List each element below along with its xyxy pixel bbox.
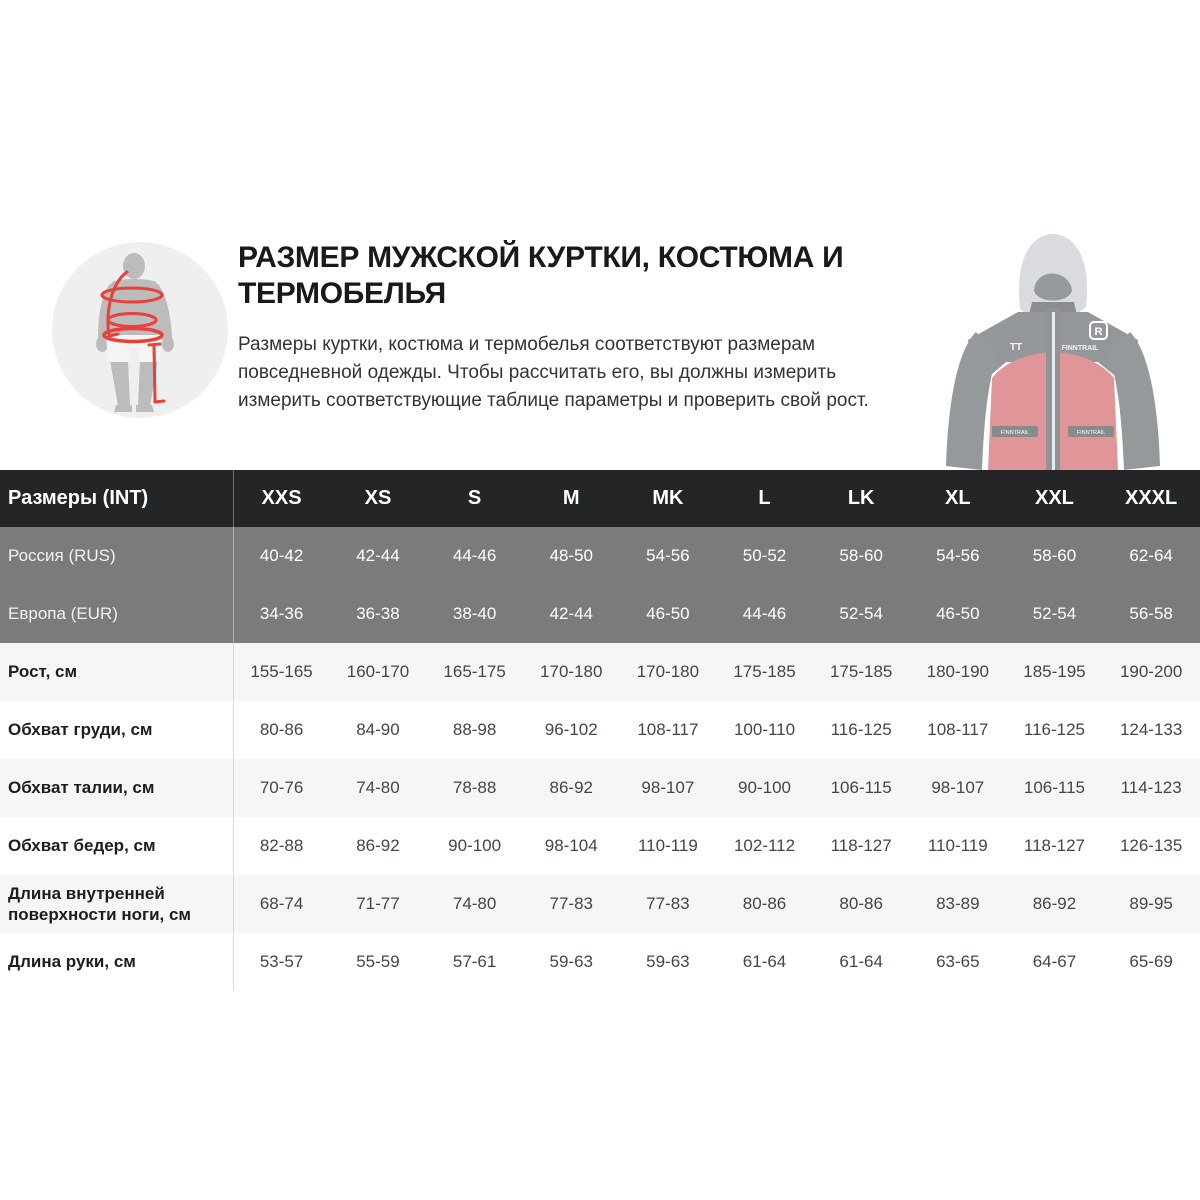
size-col-header: XXL: [1006, 470, 1103, 527]
size-value: 175-185: [716, 643, 813, 701]
size-value: 185-195: [1006, 643, 1103, 701]
size-value: 48-50: [523, 527, 620, 585]
size-value: 160-170: [330, 643, 427, 701]
intro-section: [0, 0, 1200, 470]
chest-brand-text: FINNTRAIL: [1061, 345, 1099, 352]
header-row: [0, 470, 1200, 527]
size-col-header: LK: [813, 470, 910, 527]
size-table: [0, 470, 1200, 991]
row-label: Рост, см: [0, 643, 233, 701]
size-value: 82-88: [233, 817, 330, 875]
size-value: 180-190: [909, 643, 1006, 701]
size-value: 108-117: [620, 701, 717, 759]
table-row: [0, 701, 1200, 759]
size-value: 80-86: [813, 875, 910, 933]
size-value: 90-100: [716, 759, 813, 817]
intro-text-block: [238, 240, 938, 415]
row-label: Длина внутренней поверхности ноги, см: [0, 875, 233, 933]
size-value: 55-59: [330, 933, 427, 991]
size-value: 34-36: [233, 585, 330, 643]
size-value: 64-67: [1006, 933, 1103, 991]
size-value: 59-63: [523, 933, 620, 991]
size-value: 118-127: [1006, 817, 1103, 875]
size-value: 98-104: [523, 817, 620, 875]
size-value: 38-40: [426, 585, 523, 643]
size-value: 58-60: [813, 527, 910, 585]
size-col-header: XXS: [233, 470, 330, 527]
size-value: 84-90: [330, 701, 427, 759]
size-value: 114-123: [1103, 759, 1200, 817]
size-value: 65-69: [1103, 933, 1200, 991]
size-value: 42-44: [523, 585, 620, 643]
size-value: 61-64: [716, 933, 813, 991]
size-value: 74-80: [426, 875, 523, 933]
size-value: 116-125: [1006, 701, 1103, 759]
size-value: 98-107: [909, 759, 1006, 817]
jacket-graphic: [940, 228, 1170, 470]
strap-brand-text: FINNTRAIL: [1000, 430, 1030, 436]
size-value: 118-127: [813, 817, 910, 875]
size-value: 62-64: [1103, 527, 1200, 585]
size-table-header: [0, 470, 1200, 527]
size-value: 86-92: [1006, 875, 1103, 933]
size-value: 52-54: [813, 585, 910, 643]
jacket-image: [940, 228, 1170, 470]
size-value: 77-83: [523, 875, 620, 933]
size-value: 59-63: [620, 933, 717, 991]
size-value: 58-60: [1006, 527, 1103, 585]
size-value: 63-65: [909, 933, 1006, 991]
size-value: 56-58: [1103, 585, 1200, 643]
size-value: 106-115: [1006, 759, 1103, 817]
size-value: 80-86: [233, 701, 330, 759]
size-value: 155-165: [233, 643, 330, 701]
size-col-header: L: [716, 470, 813, 527]
tt-chest-logo: TT: [1009, 342, 1023, 353]
size-table-body: [0, 527, 1200, 991]
size-value: 106-115: [813, 759, 910, 817]
table-row: [0, 527, 1200, 585]
size-value: 190-200: [1103, 643, 1200, 701]
size-col-header: XXXL: [1103, 470, 1200, 527]
size-value: 100-110: [716, 701, 813, 759]
row-label: Обхват бедер, см: [0, 817, 233, 875]
size-value: 98-107: [620, 759, 717, 817]
size-value: 86-92: [523, 759, 620, 817]
table-row: [0, 759, 1200, 817]
size-value: 40-42: [233, 527, 330, 585]
size-value: 46-50: [620, 585, 717, 643]
size-col-header: S: [426, 470, 523, 527]
size-value: 116-125: [813, 701, 910, 759]
table-row: [0, 933, 1200, 991]
corner-label: Размеры (INT): [0, 470, 233, 527]
section-description: Размеры куртки, костюма и термобелья соответствуют размерам повседневной одежды. Чтобы рассчитать его, вы должны измерить измерить соответствующие таблице параметры и проверить свой рост.: [238, 334, 869, 412]
size-value: 50-52: [716, 527, 813, 585]
size-value: 170-180: [523, 643, 620, 701]
size-value: 124-133: [1103, 701, 1200, 759]
size-value: 88-98: [426, 701, 523, 759]
size-value: 52-54: [1006, 585, 1103, 643]
size-value: 110-119: [620, 817, 717, 875]
r-logo: R: [1094, 326, 1103, 338]
size-value: 89-95: [1103, 875, 1200, 933]
row-label: Длина руки, см: [0, 933, 233, 991]
size-value: 36-38: [330, 585, 427, 643]
size-col-header: MK: [620, 470, 717, 527]
row-label: Обхват талии, см: [0, 759, 233, 817]
table-row: [0, 817, 1200, 875]
size-value: 83-89: [909, 875, 1006, 933]
body-measurement-icon: [52, 242, 228, 418]
row-label: Обхват груди, см: [0, 701, 233, 759]
size-value: 57-61: [426, 933, 523, 991]
row-label: Европа (EUR): [0, 585, 233, 643]
table-row: [0, 643, 1200, 701]
strap-brand-text: FINNTRAIL: [1076, 430, 1106, 436]
size-value: 165-175: [426, 643, 523, 701]
size-value: 42-44: [330, 527, 427, 585]
size-value: 175-185: [813, 643, 910, 701]
size-value: 46-50: [909, 585, 1006, 643]
size-col-header: M: [523, 470, 620, 527]
size-value: 170-180: [620, 643, 717, 701]
size-value: 86-92: [330, 817, 427, 875]
size-value: 126-135: [1103, 817, 1200, 875]
size-value: 110-119: [909, 817, 1006, 875]
size-value: 68-74: [233, 875, 330, 933]
size-value: 96-102: [523, 701, 620, 759]
table-row: [0, 585, 1200, 643]
size-value: 90-100: [426, 817, 523, 875]
size-value: 108-117: [909, 701, 1006, 759]
table-row: [0, 875, 1200, 933]
size-value: 61-64: [813, 933, 910, 991]
size-value: 53-57: [233, 933, 330, 991]
size-value: 74-80: [330, 759, 427, 817]
section-title: РАЗМЕР МУЖСКОЙ КУРТКИ, КОСТЮМА И ТЕРМОБЕЛЬЯ: [238, 241, 844, 310]
size-value: 102-112: [716, 817, 813, 875]
body-silhouette-graphic: [52, 242, 228, 418]
size-value: 54-56: [909, 527, 1006, 585]
size-value: 44-46: [716, 585, 813, 643]
size-value: 71-77: [330, 875, 427, 933]
size-value: 77-83: [620, 875, 717, 933]
size-value: 80-86: [716, 875, 813, 933]
size-value: 54-56: [620, 527, 717, 585]
size-col-header: XS: [330, 470, 427, 527]
size-col-header: XL: [909, 470, 1006, 527]
row-label: Россия (RUS): [0, 527, 233, 585]
size-value: 78-88: [426, 759, 523, 817]
size-value: 44-46: [426, 527, 523, 585]
size-value: 70-76: [233, 759, 330, 817]
